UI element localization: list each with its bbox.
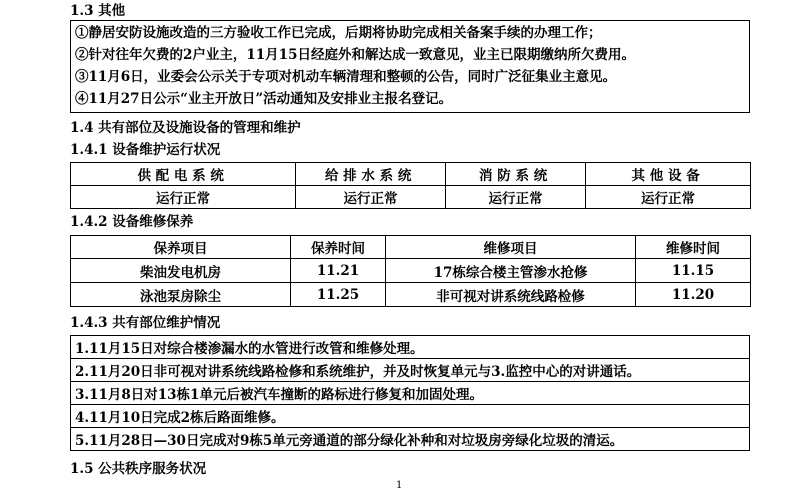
status-header-other: 其他设备 bbox=[586, 163, 751, 186]
section-14-heading: 1.4 共有部位及设施设备的管理和维护 bbox=[70, 120, 301, 136]
status-value-water: 运行正常 bbox=[296, 186, 446, 209]
status-value-power: 运行正常 bbox=[71, 186, 296, 209]
repair-time: 11.20 bbox=[636, 283, 751, 307]
status-header-fire: 消防系统 bbox=[446, 163, 586, 186]
table-row bbox=[71, 259, 751, 283]
list-item: 2.11月20日非可视对讲系统线路检修和系统维护，并及时恢复单元与3.监控中心的对讲通话。 bbox=[71, 359, 750, 382]
maint-time: 11.25 bbox=[291, 283, 386, 307]
maint-header-time: 保养时间 bbox=[291, 236, 386, 259]
section-13-item-4: ④11月27日公示“业主开放日”活动通知及安排业主报名登记。 bbox=[75, 91, 453, 107]
list-item: 3.11月8日对13栋1单元后被汽车撞断的路标进行修复和加固处理。 bbox=[71, 382, 750, 405]
maint-header-item: 保养项目 bbox=[71, 236, 291, 259]
list-item: 1.11月15日对综合楼渗漏水的水管进行改管和维修处理。 bbox=[71, 336, 750, 359]
maint-time: 11.21 bbox=[291, 259, 386, 283]
repair-item: 非可视对讲系统线路检修 bbox=[386, 283, 636, 307]
equipment-status-table bbox=[70, 162, 751, 209]
maint-item: 泳池泵房除尘 bbox=[71, 283, 291, 307]
section-13-item-3: ③11月6日，业委会公示关于专项对机动车辆清理和整顿的公告，同时广泛征集业主意见。 bbox=[75, 69, 617, 85]
status-value-other: 运行正常 bbox=[586, 186, 751, 209]
common-area-maintenance-list bbox=[70, 335, 750, 451]
section-143-heading: 1.4.3 共有部位维护情况 bbox=[70, 315, 221, 331]
section-141-heading: 1.4.1 设备维护运行状况 bbox=[70, 142, 221, 158]
maintenance-table bbox=[70, 235, 751, 307]
table-row bbox=[71, 283, 751, 307]
repair-header-time: 维修时间 bbox=[636, 236, 751, 259]
status-header-water: 给排水系统 bbox=[296, 163, 446, 186]
section-142-heading: 1.4.2 设备维修保养 bbox=[70, 214, 194, 230]
section-13-item-1: ①静居安防设施改造的三方验收工作已完成，后期将协助完成相关备案手续的办理工作； bbox=[75, 25, 602, 41]
section-13-box bbox=[70, 20, 750, 113]
section-15-heading: 1.5 公共秩序服务状况 bbox=[70, 461, 207, 477]
repair-item: 17栋综合楼主管渗水抢修 bbox=[386, 259, 636, 283]
page-number: 1 bbox=[396, 480, 403, 491]
section-13-heading: 1.3 其他 bbox=[70, 3, 126, 19]
repair-time: 11.15 bbox=[636, 259, 751, 283]
status-value-fire: 运行正常 bbox=[446, 186, 586, 209]
list-item: 5.11月28日—30日完成对9栋5单元旁通道的部分绿化补种和对垃圾房旁绿化垃圾的清运。 bbox=[71, 428, 750, 451]
list-item: 4.11月10日完成2栋后路面维修。 bbox=[71, 405, 750, 428]
maint-item: 柴油发电机房 bbox=[71, 259, 291, 283]
section-13-item-2: ②针对往年欠费的2户业主，11月15日经庭外和解达成一致意见，业主已限期缴纳所欠费用。 bbox=[75, 47, 635, 63]
repair-header-item: 维修项目 bbox=[386, 236, 636, 259]
status-header-power: 供配电系统 bbox=[71, 163, 296, 186]
